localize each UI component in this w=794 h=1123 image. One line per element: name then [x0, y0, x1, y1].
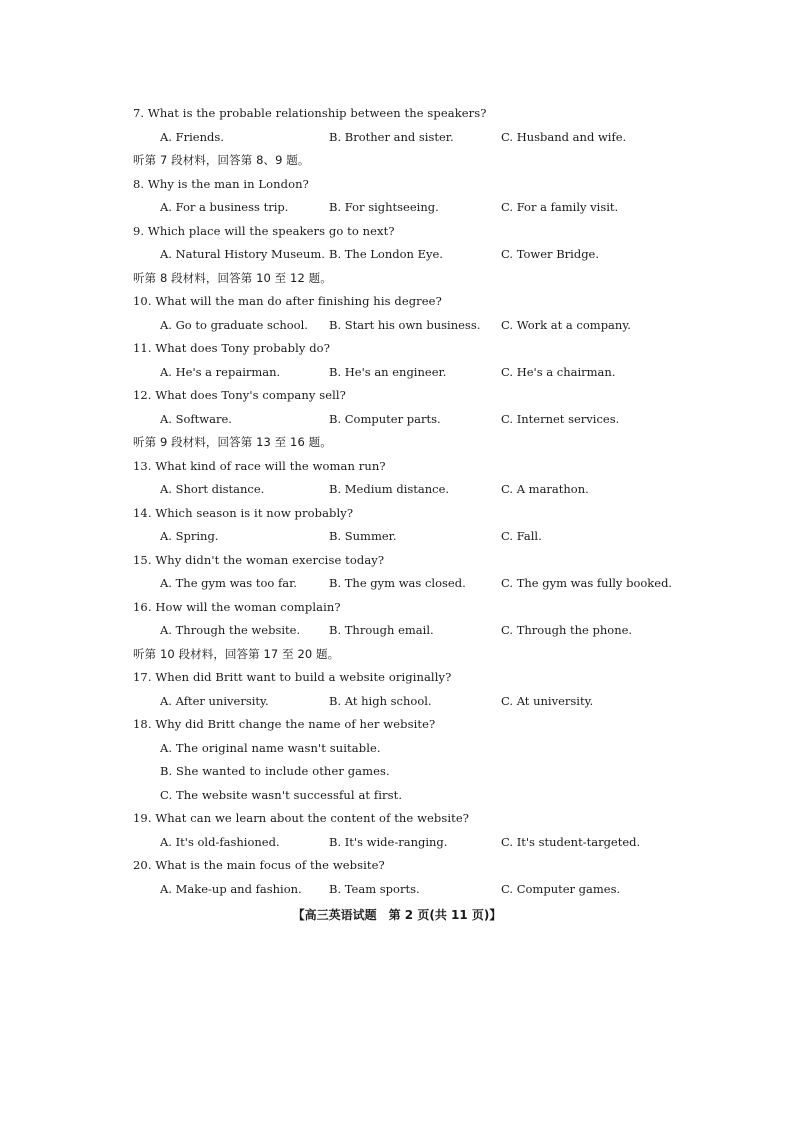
answer-option: C. The website wasn't successful at first. — [160, 788, 403, 802]
question-text: 18. Why did Britt change the name of her website? — [133, 717, 436, 731]
answer-option-b: B. For sightseeing. — [329, 200, 439, 214]
answer-option-b: B. Medium distance. — [329, 482, 450, 496]
answer-option-c: C. Internet services. — [501, 412, 620, 426]
answer-option-a: A. Spring. — [160, 529, 219, 543]
answer-option-c: C. The gym was fully booked. — [501, 576, 673, 590]
answer-option-b: B. Summer. — [329, 529, 397, 543]
answer-option-c: C. A marathon. — [501, 482, 589, 496]
answer-option-c: C. Computer games. — [501, 882, 621, 896]
section-instruction: 听第 8 段材料，回答第 10 至 12 题。 — [133, 271, 332, 285]
answer-option-c: C. Fall. — [501, 529, 542, 543]
answer-option-a: A. After university. — [160, 694, 269, 708]
answer-option-c: C. At university. — [501, 694, 594, 708]
answer-option-b: B. Start his own business. — [329, 318, 481, 332]
answer-option-a: A. He's a repairman. — [160, 365, 281, 379]
question-text: 11. What does Tony probably do? — [133, 341, 330, 355]
answer-option-a: A. Through the website. — [160, 623, 301, 637]
answer-option-c: C. Husband and wife. — [501, 130, 627, 144]
answer-option-b: B. Brother and sister. — [329, 130, 454, 144]
question-text: 20. What is the main focus of the website? — [133, 858, 385, 872]
answer-option-a: A. Natural History Museum. — [160, 247, 325, 261]
page-footer: 【高三英语试题 第 2 页(共 11 页)】 — [292, 908, 502, 922]
question-text: 15. Why didn't the woman exercise today? — [133, 553, 385, 567]
answer-option: B. She wanted to include other games. — [160, 764, 390, 778]
question-text: 19. What can we learn about the content of the website? — [133, 811, 470, 825]
answer-option-b: B. Computer parts. — [329, 412, 441, 426]
answer-option-c: C. It's student-targeted. — [501, 835, 641, 849]
answer-option-c: C. Through the phone. — [501, 623, 633, 637]
question-text: 14. Which season is it now probably? — [133, 506, 354, 520]
answer-option-b: B. Team sports. — [329, 882, 420, 896]
answer-option-c: C. For a family visit. — [501, 200, 619, 214]
question-text: 17. When did Britt want to build a website originally? — [133, 670, 452, 684]
answer-option-c: C. Work at a company. — [501, 318, 631, 332]
answer-option-a: A. Short distance. — [160, 482, 265, 496]
answer-option-a: A. Make-up and fashion. — [160, 882, 302, 896]
section-instruction: 听第 7 段材料，回答第 8、9 题。 — [133, 153, 310, 167]
question-text: 10. What will the man do after finishing his degree? — [133, 294, 442, 308]
answer-option-a: A. Friends. — [160, 130, 224, 144]
answer-option-b: B. Through email. — [329, 623, 434, 637]
question-text: 9. Which place will the speakers go to next? — [133, 224, 395, 238]
answer-option-a: A. The gym was too far. — [160, 576, 297, 590]
answer-option-a: A. It's old-fashioned. — [160, 835, 280, 849]
section-instruction: 听第 9 段材料，回答第 13 至 16 题。 — [133, 435, 332, 449]
question-text: 7. What is the probable relationship between the speakers? — [133, 106, 487, 120]
question-text: 8. Why is the man in London? — [133, 177, 309, 191]
section-instruction: 听第 10 段材料，回答第 17 至 20 题。 — [133, 647, 340, 661]
answer-option-a: A. Go to graduate school. — [160, 318, 308, 332]
answer-option-c: C. Tower Bridge. — [501, 247, 600, 261]
answer-option-b: B. The gym was closed. — [329, 576, 466, 590]
answer-option: A. The original name wasn't suitable. — [160, 741, 381, 755]
answer-option-c: C. He's a chairman. — [501, 365, 616, 379]
answer-option-b: B. The London Eye. — [329, 247, 443, 261]
question-text: 13. What kind of race will the woman run? — [133, 459, 386, 473]
answer-option-a: A. For a business trip. — [160, 200, 289, 214]
answer-option-b: B. At high school. — [329, 694, 432, 708]
question-text: 16. How will the woman complain? — [133, 600, 341, 614]
answer-option-b: B. He's an engineer. — [329, 365, 447, 379]
answer-option-a: A. Software. — [160, 412, 232, 426]
answer-option-b: B. It's wide-ranging. — [329, 835, 448, 849]
question-text: 12. What does Tony's company sell? — [133, 388, 346, 402]
